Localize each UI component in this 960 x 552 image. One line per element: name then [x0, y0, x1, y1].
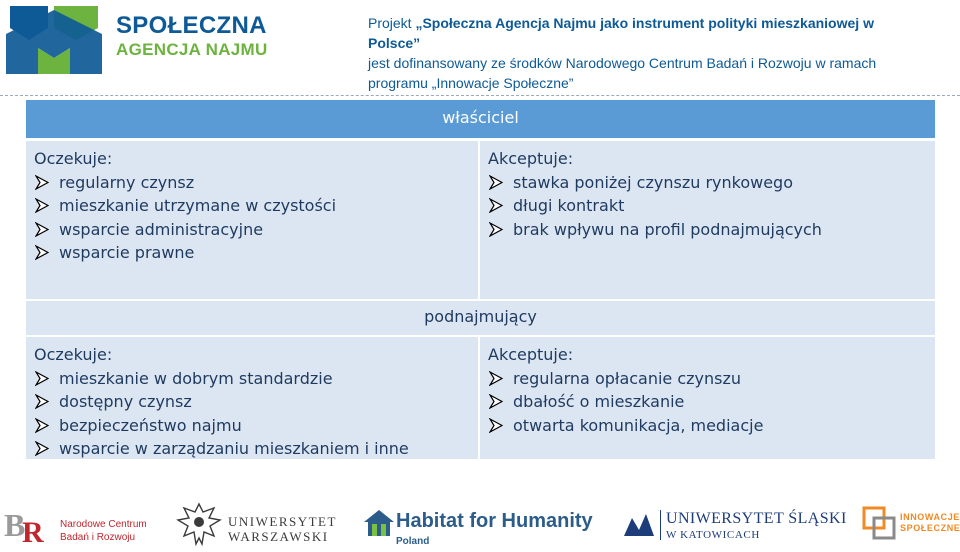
tenant-accepts-list: [488, 367, 927, 438]
owner-title: właściciel: [442, 108, 519, 127]
list-item: wsparcie administracyjne: [34, 218, 470, 242]
tenant-expects-list: [34, 367, 470, 461]
us-logo-text-2: W KATOWICACH: [666, 529, 760, 541]
innowacje-logo-icon: [862, 506, 896, 540]
list-item: wsparcie prawne: [34, 241, 470, 265]
list-item: długi kontrakt: [488, 194, 927, 218]
list-item: regularny czynsz: [34, 171, 470, 195]
arrow-bullet-icon: [489, 175, 503, 190]
svg-text:R: R: [22, 516, 44, 546]
owner-expects-list: [34, 171, 470, 265]
owner-accepts-cell: [480, 141, 935, 299]
list-item: otwarta komunikacja, mediacje: [488, 414, 927, 438]
project-line-1: [368, 13, 908, 53]
project-title: „Społeczna Agencja Najmu jako instrument polityki mieszkaniowej w Polsce”: [368, 15, 874, 51]
logo-line-2: AGENCJA NAJMU: [116, 40, 268, 59]
habitat-house-icon: [364, 510, 394, 536]
uw-logo-text: UNIWERSYTET WARSZAWSKI: [228, 514, 337, 544]
owner-accepts-heading: Akceptuje:: [488, 149, 574, 168]
arrow-bullet-icon: [35, 371, 49, 386]
us-logo-icon: [622, 512, 656, 538]
arrow-bullet-icon: [489, 222, 503, 237]
project-description: [368, 13, 908, 93]
tenant-title: podnajmujący: [424, 307, 537, 326]
partner-logos: [0, 498, 960, 552]
us-logo-text-1: UNIWERSYTET ŚLĄSKI: [666, 510, 847, 527]
ncbr-logo-icon: [4, 506, 50, 546]
list-item: mieszkanie utrzymane w czystości: [34, 194, 470, 218]
habitat-logo-sub: Poland: [396, 536, 430, 547]
header-divider: [0, 95, 960, 96]
svg-text:B: B: [4, 507, 26, 543]
arrow-bullet-icon: [489, 198, 503, 213]
ncbr-logo-text: Narodowe Centrum Badań i Rozwoju: [60, 519, 147, 543]
list-item: stawka poniżej czynszu rynkowego: [488, 171, 927, 195]
innowacje-logo-text: INNOWACJE SPOŁECZNE: [900, 512, 960, 533]
uw-eagle-icon: [176, 500, 222, 550]
habitat-logo-text: Habitat for Humanity: [396, 510, 593, 532]
arrow-bullet-icon: [35, 222, 49, 237]
arrow-bullet-icon: [489, 394, 503, 409]
owner-expects-cell: [26, 141, 478, 299]
us-logo-divider: [660, 510, 661, 540]
tenant-expects-cell: [26, 337, 478, 459]
arrow-bullet-icon: [35, 175, 49, 190]
tenant-expects-heading: Oczekuje:: [34, 345, 113, 364]
arrow-bullet-icon: [489, 371, 503, 386]
agency-logo-icon: [4, 4, 104, 76]
tenant-accepts-heading: Akceptuje:: [488, 345, 574, 364]
list-item: regularna opłacanie czynszu: [488, 367, 927, 391]
arrow-bullet-icon: [35, 441, 49, 456]
arrow-bullet-icon: [489, 418, 503, 433]
list-item: bezpieczeństwo najmu: [34, 414, 470, 438]
project-prefix: Projekt: [368, 15, 416, 31]
logo-line-1: SPOŁECZNA: [116, 12, 267, 39]
arrow-bullet-icon: [35, 245, 49, 260]
owner-accepts-list: [488, 171, 927, 242]
tenant-accepts-cell: [480, 337, 935, 459]
list-item: dbałość o mieszkanie: [488, 390, 927, 414]
project-line-2: jest dofinansowany ze środków Narodowego Centrum Badań i Rozwoju w ramach: [368, 55, 877, 71]
arrow-bullet-icon: [35, 418, 49, 433]
agency-logo-text: [116, 14, 268, 58]
owner-expects-heading: Oczekuje:: [34, 149, 113, 168]
project-line-3: programu „Innowacje Społeczne”: [368, 75, 574, 91]
list-item: wsparcie w zarządzaniu mieszkaniem i inne: [34, 437, 470, 461]
arrow-bullet-icon: [35, 198, 49, 213]
arrow-bullet-icon: [35, 394, 49, 409]
list-item: brak wpływu na profil podnajmujących: [488, 218, 927, 242]
list-item: dostępny czynsz: [34, 390, 470, 414]
list-item: mieszkanie w dobrym standardzie: [34, 367, 470, 391]
page-header: [0, 0, 960, 96]
